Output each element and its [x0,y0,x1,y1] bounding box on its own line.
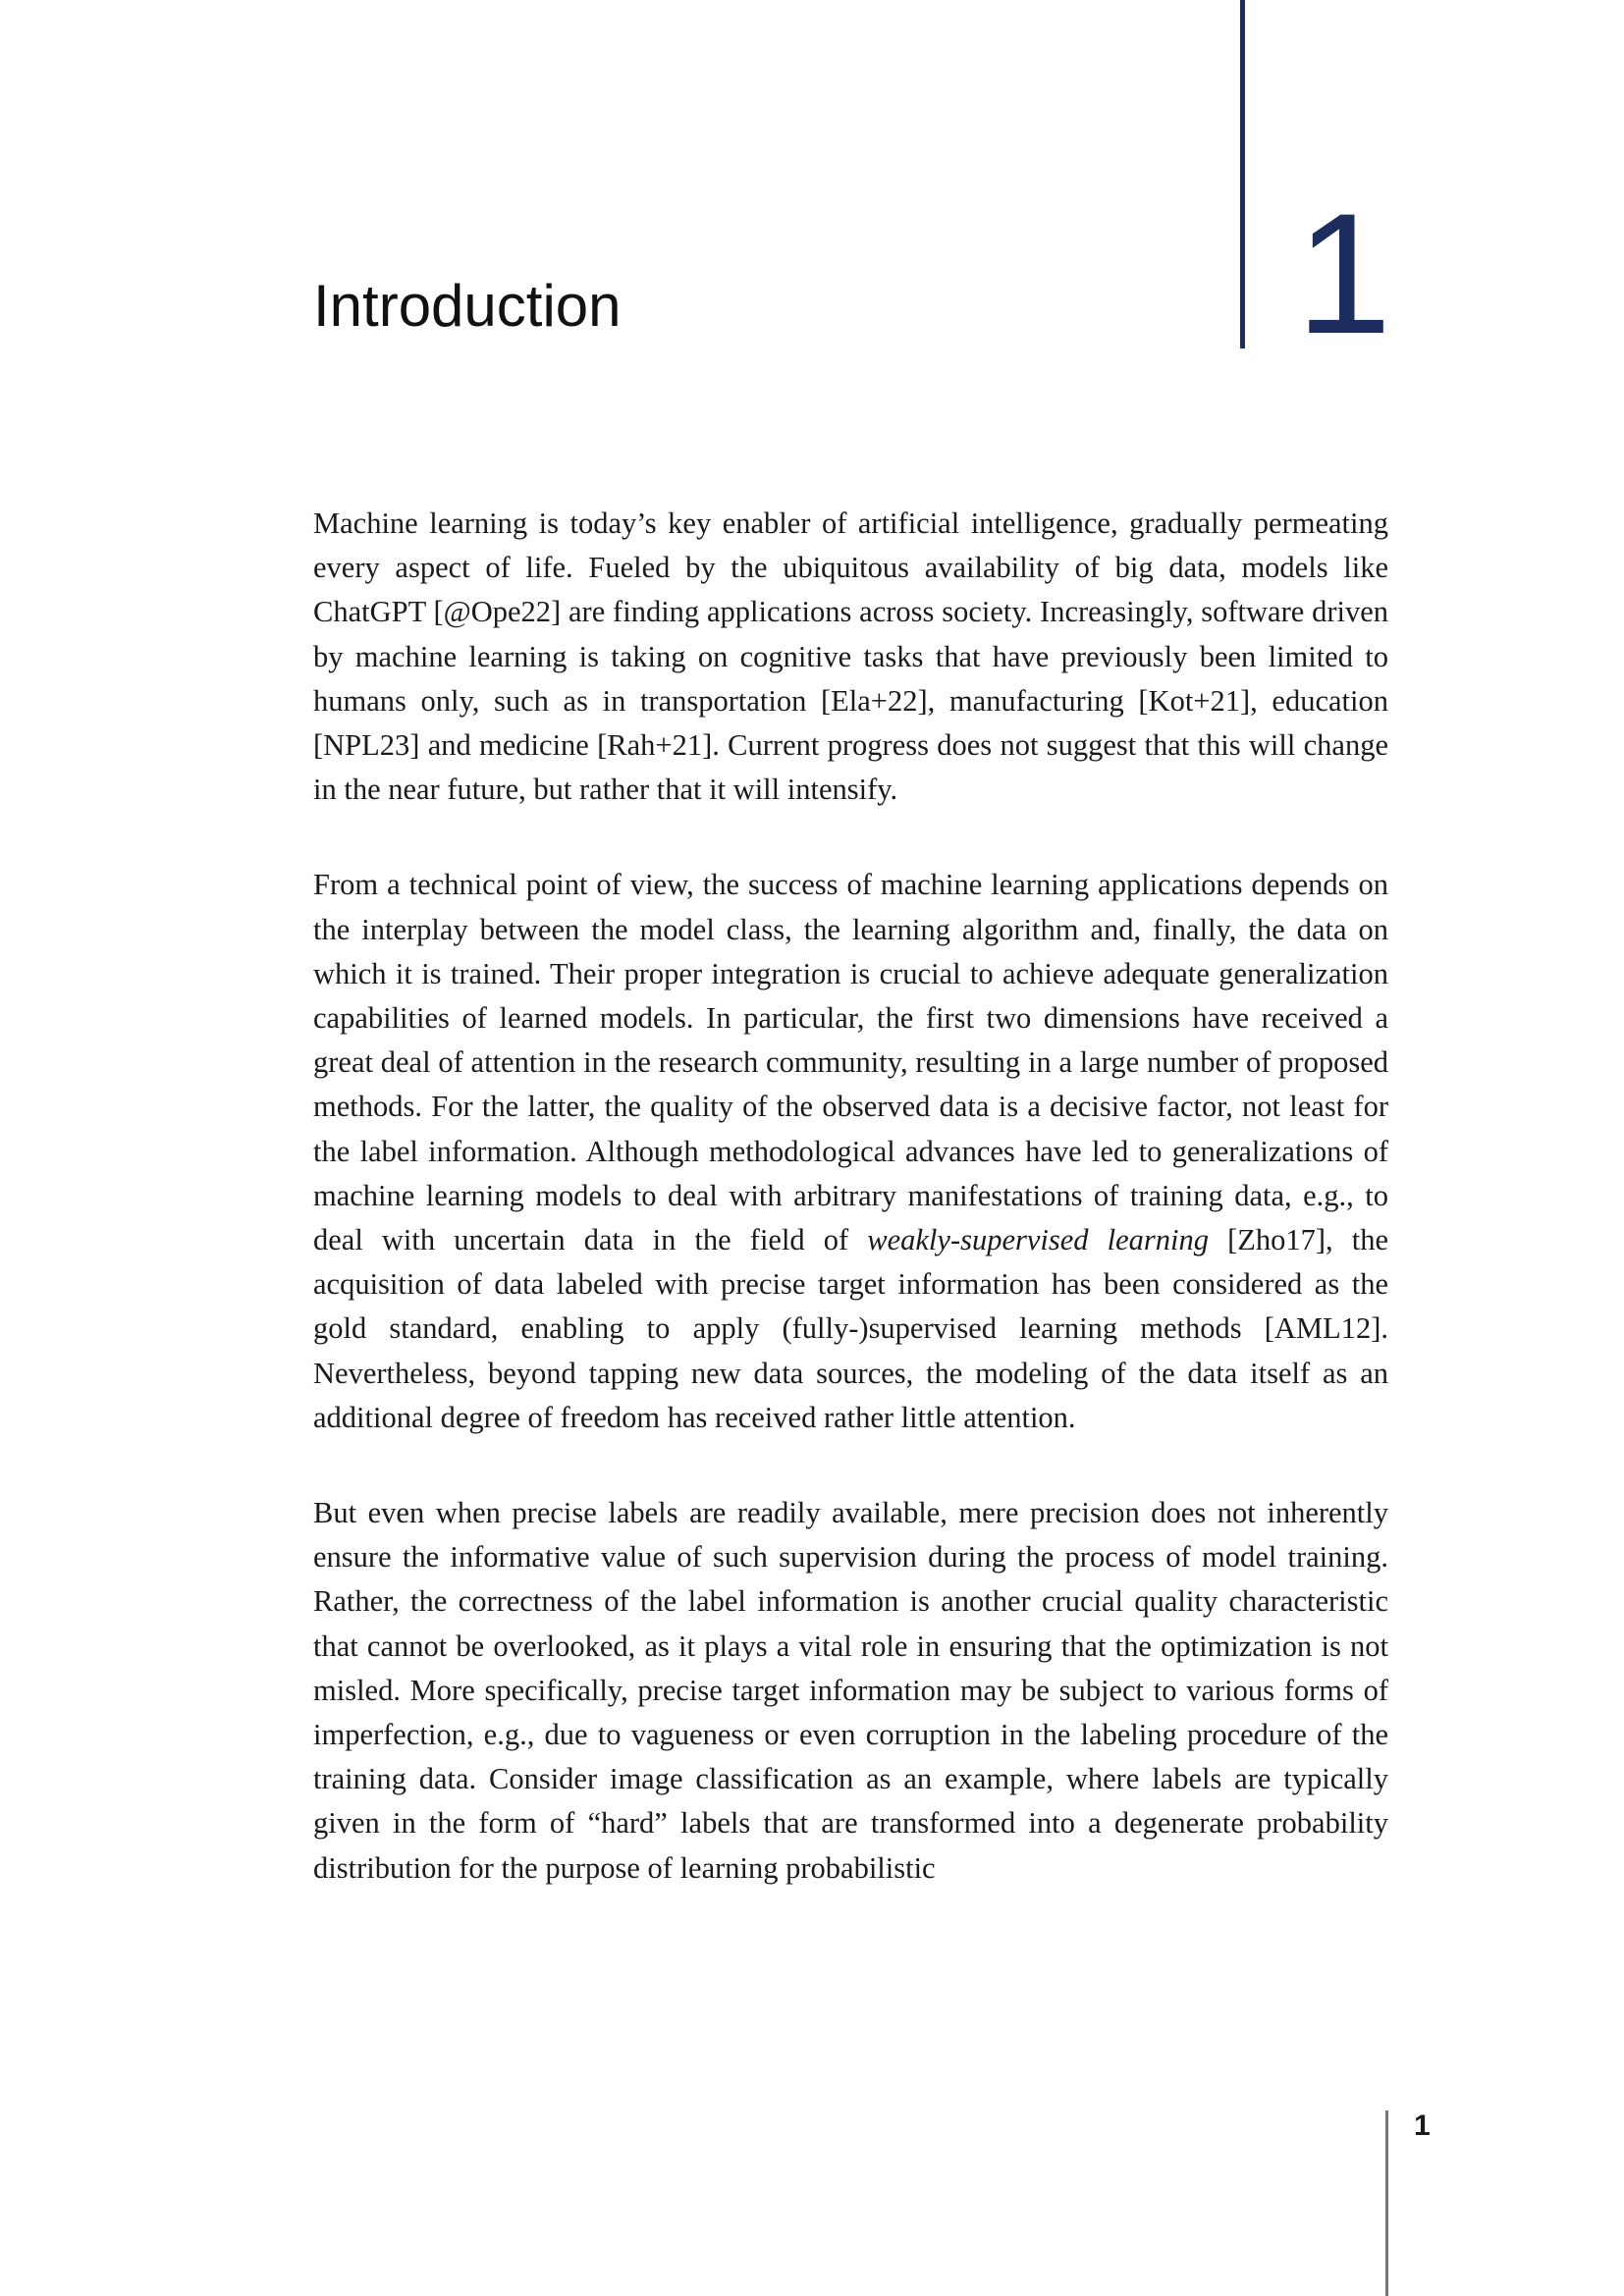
paragraph-3 [313,1491,1388,1891]
chapter-title: Introduction [313,273,622,339]
paragraph-2-emphasis: weakly-supervised learning [867,1223,1209,1257]
paragraph-1 [313,502,1388,812]
chapter-rule [1240,0,1245,348]
paragraph-2 [313,863,1388,1440]
paragraph-2-text-end: [Zho17], the acquisition of data labeled with precise target information has been considered as the gold standard, enabling to apply (fully-)supervised learning methods [AML12]. Nevertheless, beyond tapping new data sources, the modeling of the data itself as an additional degree of freedom has received rather little attention. [313,1223,1389,1434]
paragraph-3-text: But even when precise labels are readily available, mere precision does not inherently ensure the informative value of such supervision during the process of model training. Rather, the correctness of the label information is another crucial quality characteristic that cannot be overlooked, as it plays a vital role in ensuring that the optimization is not misled. More specifically, precise target information may be subject to various forms of imperfection, e.g., due to vagueness or even corruption in the labeling procedure of the training data. Consider image classification as an example, where labels are typically given in the form of “hard” labels that are transformed into a degenerate probability distribution for the purpose of learning probabilistic [313,1496,1388,1885]
paragraph-2-text-start: From a technical point of view, the success of machine learning applications depends on the interplay between the model class, the learning algorithm and, finally, the data on which it is trained. Their proper integration is crucial to achieve adequate generalization capabilities of learned models. In particular, the first two dimensions have received a great deal of attention in the research community, resulting in a large number of proposed methods. For the latter, the quality of the observed data is a decisive factor, not least for the label information. Although methodological advances have led to generalizations of machine learning models to deal with arbitrary manifestations of training data, e.g., to deal with uncertain data in the field of [313,868,1388,1257]
paragraph-1-text: Machine learning is today’s key enabler of artificial intelligence, gradually permeating every aspect of life. Fueled by the ubiquitous availability of big data, models like ChatGPT [@Ope22] are finding applications across society. Increasingly, software driven by machine learning is taking on cognitive tasks that have previously been limited to humans only, such as in transportation [Ela+22], manufacturing [Kot+21], education [NPL23] and medicine [Rah+21]. Current progress does not suggest that this will change in the near future, but rather that it will intensify. [313,507,1388,807]
chapter-number: 1 [1296,179,1392,370]
body-text [313,502,1388,1942]
page-number: 1 [1414,2109,1431,2142]
page-number-rule [1385,2110,1388,2296]
